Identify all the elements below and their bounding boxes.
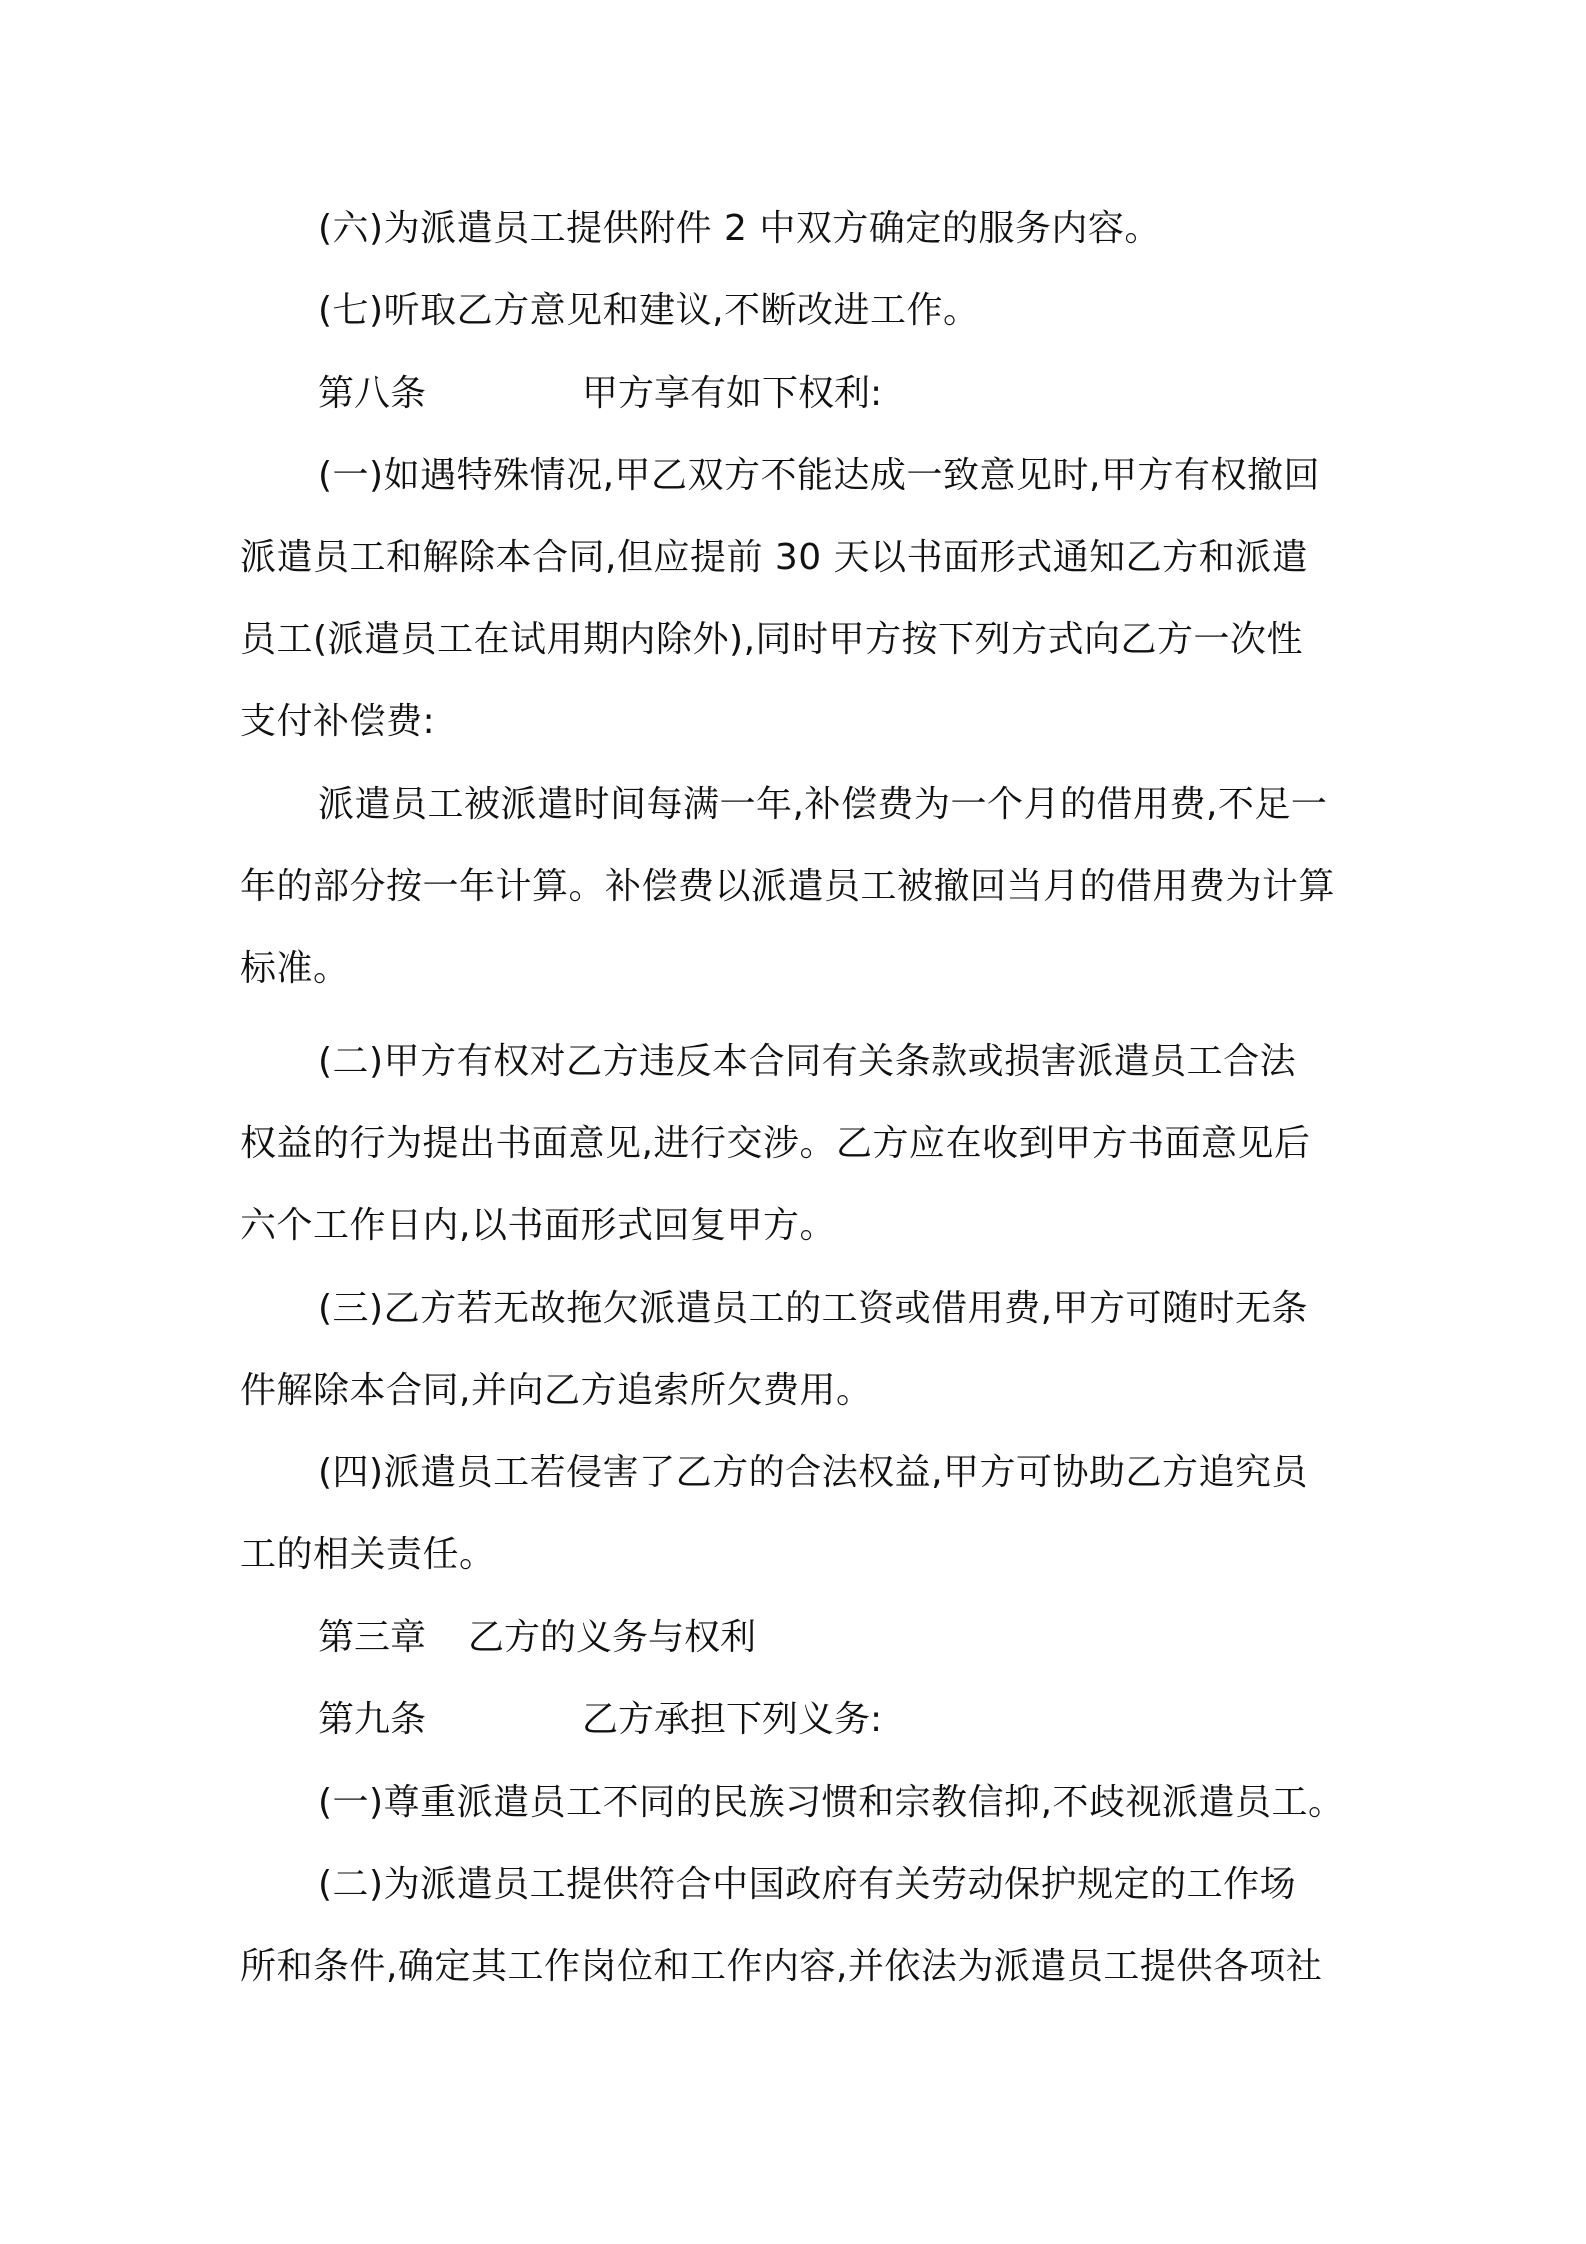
- paragraph-line: 所和条件,确定其工作岗位和工作内容,并依法为派遣员工提供各项社: [240, 1946, 1323, 1987]
- article-number: 第八条: [318, 373, 427, 414]
- paragraph-line: (六)为派遣员工提供附件 2 中双方确定的服务内容。: [318, 208, 1161, 249]
- paragraph-line: (一)尊重派遣员工不同的民族习惯和宗教信抑,不歧视派遣员工。: [318, 1782, 1345, 1823]
- paragraph-line: (二)甲方有权对乙方违反本合同有关条款或损害派遣员工合法: [318, 1041, 1297, 1082]
- article-title: 甲方享有如下权利:: [582, 373, 883, 414]
- paragraph-line: 权益的行为提出书面意见,进行交涉。乙方应在收到甲方书面意见后: [240, 1123, 1311, 1164]
- article-heading: [318, 1698, 882, 1742]
- paragraph-line: (四)派遣员工若侵害了乙方的合法权益,甲方可协助乙方追究员: [318, 1452, 1309, 1493]
- chapter-heading: [318, 1616, 756, 1660]
- article-number: 第九条: [318, 1699, 427, 1740]
- paragraph-line: (二)为派遣员工提供符合中国政府有关劳动保护规定的工作场: [318, 1864, 1297, 1905]
- paragraph-line: 工的相关责任。: [240, 1534, 496, 1575]
- chapter-number: 第三章: [318, 1617, 427, 1658]
- paragraph-line: 员工(派遣员工在试用期内除外),同时甲方按下列方式向乙方一次性: [240, 619, 1304, 660]
- chapter-title: 乙方的义务与权利: [468, 1617, 757, 1658]
- paragraph-line: 派遣员工和解除本合同,但应提前 30 天以书面形式通知乙方和派遣: [240, 537, 1309, 578]
- paragraph-line: 支付补偿费:: [240, 701, 436, 742]
- paragraph-line: 六个工作日内,以书面形式回复甲方。: [240, 1205, 836, 1246]
- paragraph-line: 派遣员工被派遣时间每满一年,补偿费为一个月的借用费,不足一: [318, 784, 1328, 825]
- paragraph-line: 标准。: [240, 948, 350, 989]
- paragraph-line: (一)如遇特殊情况,甲乙双方不能达成一致意见时,甲方有权撤回: [318, 455, 1320, 496]
- paragraph-line: 年的部分按一年计算。补偿费以派遣员工被撤回当月的借用费为计算: [240, 866, 1336, 907]
- paragraph-line: (七)听取乙方意见和建议,不断改进工作。: [318, 290, 980, 331]
- paragraph-line: 件解除本合同,并向乙方追索所欠费用。: [240, 1370, 873, 1411]
- article-heading: [318, 372, 882, 416]
- article-title: 乙方承担下列义务:: [582, 1699, 883, 1740]
- paragraph-line: (三)乙方若无故拖欠派遣员工的工资或借用费,甲方可随时无条: [318, 1288, 1309, 1329]
